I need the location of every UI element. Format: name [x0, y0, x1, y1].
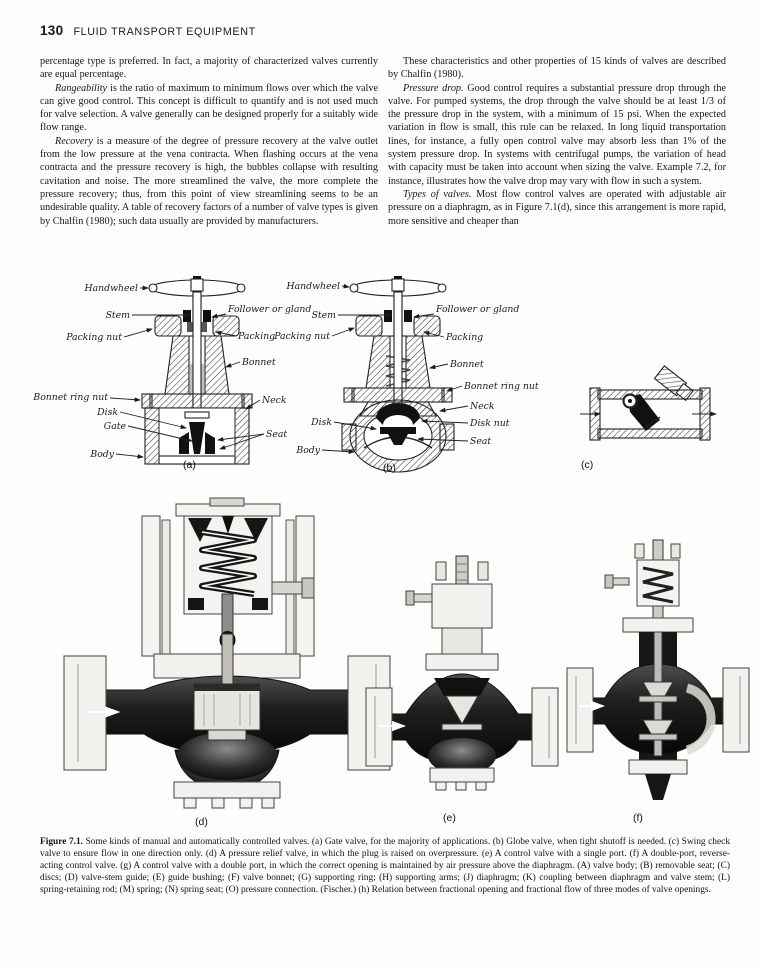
callout-label: Bonnet: [242, 357, 276, 368]
callout-label: Neck: [470, 401, 495, 412]
callout-label: Disk: [311, 417, 332, 428]
paragraph: [388, 82, 726, 188]
left-column: [40, 55, 378, 228]
callout-label: Body: [90, 449, 114, 460]
term-recovery: Recovery: [55, 135, 93, 147]
page-header: [40, 22, 256, 40]
callout-label: Follower or gland: [228, 304, 312, 315]
figure-a-label: (a): [183, 459, 196, 471]
body-text: Good control requires a substantial pressure drop through the valve. For pumped systems, the drop through the valve should be at least 1/3 of the pressure drop in the system, with a minimum of 15 psi. When the expected variation in flow is small, this rule can be relaxed. In long liquid transportation lines, for instance, a fully open control valve may absorb less than 1% of the system pressure drop. In systems with centrifugal pumps, the variation of head with capacity must be taken into account when sizing the valve. Example 7.2, for instance, illustrates how the valve drop may vary with flow in such a system.: [388, 82, 726, 187]
callout-label: Body: [296, 445, 320, 456]
figure-b-label: (b): [383, 462, 396, 474]
running-title: FLUID TRANSPORT EQUIPMENT: [73, 26, 256, 38]
body-text: is a measure of the degree of pressure recovery at the valve outlet from the low pressure at the vena contracta. When flashing occurs at the vena contracta and the pressure recovery is high, the bubbles collapse with resulting cavitation and noise. The more streamlined the valve, the more complete the pressure recovery; thus, from this point of view streamlining seems to be an undesirable quality. A table of recovery factors of a number of valve types is given by Chalfin (1980); such data usually are provided by manufacturers.: [40, 135, 378, 227]
double-port-valve-drawing: [567, 540, 749, 800]
term-pressure-drop: Pressure drop.: [403, 82, 464, 94]
callout-label: Seat: [266, 429, 288, 440]
callout-label: Disk nut: [470, 418, 510, 429]
callout-label: Handwheel: [84, 283, 138, 294]
paragraph: [388, 188, 726, 228]
paragraph: [40, 135, 378, 228]
globe-valve-diagram: [274, 276, 590, 474]
swing-check-valve-diagram: [580, 368, 720, 468]
figure-caption: [40, 836, 730, 896]
callout-label: Stem: [311, 310, 336, 321]
single-port-valve-drawing: [366, 556, 558, 790]
callout-label: Bonnet ring nut: [33, 392, 108, 403]
caption-body: Some kinds of manual and automatically controlled valves. (a) Gate valve, for the majority of applications. (b) Globe valve, when tight shutoff is needed. (c) Swing check valve to ensure flow in one direction only. (d) A pressure relief valve, in which the plug is raised on overpressure. (e) A control valve with a single port. (f) A double-port, reverse-acting control valve. (g) A control valve with a double port, in which the correct opening is maintained by air pressure above the diaphragm. (A) valve body; (B) removable seat; (C) discs; (D) valve-stem guide; (E) guide bushing; (F) valve bonnet; (G) supporting ring; (H) supporting arms; (J) diaphragm; (K) coupling between diaphragm and valve stem; (L) spring-retaining rod; (M) spring; (N) spring seat; (O) pressure connection. (Fischer.) (h) Relation between fractional opening and fractional flow of three modes of valve openings.: [40, 837, 731, 896]
callout-label: Bonnet: [450, 359, 484, 370]
pressure-relief-valve-cutaway: [58, 498, 396, 816]
callout-label: Packing: [446, 332, 484, 343]
figure-f-label: (f): [633, 812, 643, 824]
callout-label: Disk: [97, 407, 118, 418]
relief-valve-drawing: [64, 498, 390, 808]
body-text: percentage type is preferred. In fact, a majority of characterized valves currently are equal percentage.: [40, 56, 378, 81]
figure-c-label: (c): [581, 459, 594, 471]
callout-label: Bonnet ring nut: [464, 381, 539, 392]
callout-label: Seat: [470, 436, 492, 447]
callout-label: Packing: [238, 331, 276, 342]
callout-label: Neck: [262, 395, 287, 406]
paragraph: [40, 82, 378, 135]
callout-label: Handwheel: [286, 281, 340, 292]
callout-label: Stem: [105, 310, 130, 321]
single-port-control-valve-cutaway: [362, 556, 562, 808]
paragraph: [388, 55, 726, 82]
body-text: These characteristics and other properties of 15 kinds of valves are described by Chalfin (1980).: [388, 56, 726, 81]
page-number: 130: [40, 23, 64, 38]
term-types-of-valves: Types of valves.: [403, 188, 472, 200]
callout-label: Follower or gland: [436, 304, 520, 315]
body-text: is the ratio of maximum to minimum flows over which the valve can give good control. This concept is difficult to quantify and is not used much for valve selection. A valve generally can be designed properly for a suitably wide flow range.: [40, 82, 378, 134]
callout-label: Packing nut: [274, 331, 330, 342]
callout-label: Gate: [103, 421, 126, 432]
term-rangeability: Rangeability: [55, 82, 108, 94]
paragraph: [40, 55, 378, 82]
caption-lead: Figure 7.1.: [40, 837, 84, 847]
figure-e-label: (e): [443, 812, 456, 824]
figure-d-label: (d): [195, 816, 208, 828]
right-column: [388, 55, 726, 228]
double-port-control-valve-cutaway: [565, 540, 751, 808]
callout-label: Packing nut: [66, 332, 122, 343]
body-text: Most flow control valves are operated with adjustable air pressure on a diaphragm, as in Figure 7.1(d), since this arrangement is more rapid, more sensitive and cheaper than: [388, 188, 726, 227]
swing-check-valve-drawing: [580, 366, 716, 440]
